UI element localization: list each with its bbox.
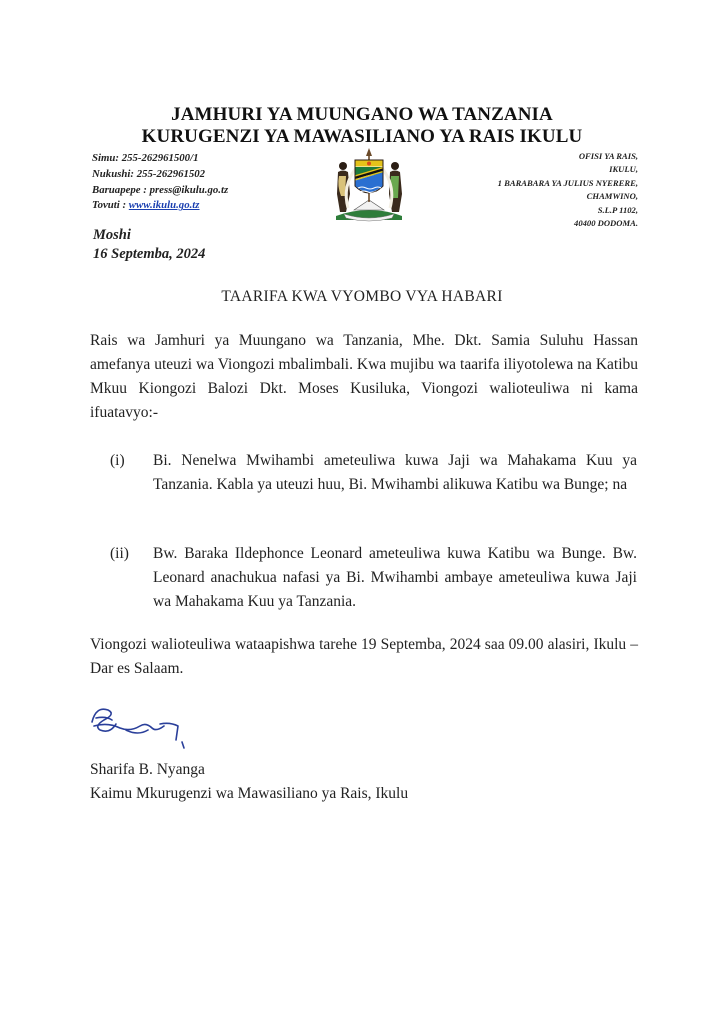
- contact-block: [92, 151, 228, 214]
- address-line-5: S.L.P 1102,: [597, 204, 638, 215]
- address-line-3: 1 BARABARA YA JULIUS NYERERE,: [497, 177, 638, 188]
- website-link[interactable]: www.ikulu.go.tz: [128, 199, 200, 212]
- address-block: [498, 150, 638, 230]
- contact-email: Baruapepe : press@ikulu.go.tz: [92, 183, 229, 196]
- closing-paragraph: Viongozi walioteuliwa wataapishwa tarehe 19 Septemba, 2024 saa 09.00 alasiri, Ikulu – Dar es Salaam.: [90, 636, 638, 677]
- contact-fax: Nukushi: 255-262961502: [92, 167, 206, 180]
- header-title-directorate: KURUGENZI YA MAWASILIANO YA RAIS IKULU: [141, 126, 583, 147]
- handwritten-signature-icon: [86, 700, 196, 760]
- contact-website: [92, 198, 228, 214]
- contact-website-label: Tovuti :: [92, 199, 129, 212]
- place: Moshi: [93, 227, 131, 243]
- list-item-number: (ii): [110, 545, 129, 562]
- list-item-number: (i): [110, 452, 125, 469]
- contact-phone: Simu: 255-262961500/1: [92, 152, 199, 164]
- header-title-republic: JAMHURI YA MUUNGANO WA TANZANIA: [171, 104, 553, 125]
- address-line-2: IKULU,: [609, 164, 638, 175]
- signer-name: Sharifa B. Nyanga: [90, 761, 205, 778]
- address-line-6: 40400 DODOMA.: [574, 218, 638, 229]
- address-line-4: CHAMWINO,: [586, 191, 638, 202]
- list-item-text: Bi. Nenelwa Mwihambi ameteuliwa kuwa Jaji wa Mahakama Kuu ya Tanzania. Kabla ya uteuzi huu, Bi. Mwihambi alikuwa Katibu wa Bunge; na: [153, 452, 637, 493]
- date: 16 Septemba, 2024: [93, 246, 206, 262]
- coat-of-arms-icon: [326, 146, 412, 222]
- address-line-1: OFISI YA RAIS,: [578, 151, 638, 161]
- signer-title: Kaimu Mkurugenzi wa Mawasiliano ya Rais, Ikulu: [90, 785, 409, 802]
- place-date-block: [93, 226, 205, 264]
- intro-paragraph: Rais wa Jamhuri ya Muungano wa Tanzania, Mhe. Dkt. Samia Suluhu Hassan amefanya uteuzi wa Viongozi mbalimbali. Kwa mujibu wa taarifa iliyotolewa na Katibu Mkuu Kiongozi Balozi Dkt. Moses Kusiluka, Viongozi walioteuliwa ni kama ifuatavyo:-: [90, 332, 638, 421]
- list-item-text: Bw. Baraka Ildephonce Leonard ameteuliwa kuwa Katibu wa Bunge. Bw. Leonard anachukua nafasi ya Bi. Mwihambi ambaye ameteuliwa kuwa Jaji wa Mahakama Kuu ya Tanzania.: [153, 545, 637, 610]
- document-heading: TAARIFA KWA VYOMBO VYA HABARI: [221, 288, 503, 305]
- signer-block: [90, 758, 408, 806]
